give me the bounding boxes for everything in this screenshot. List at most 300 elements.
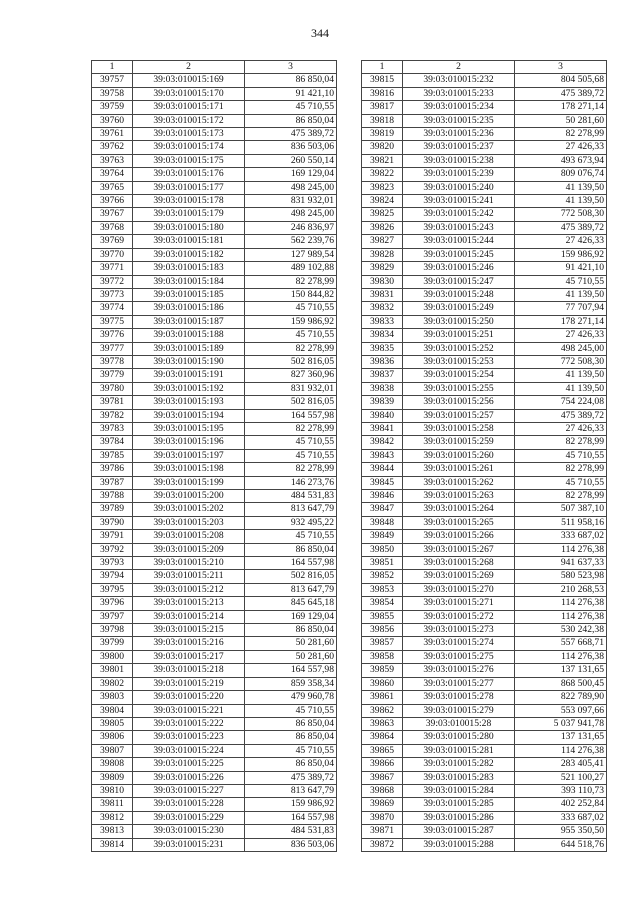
value-cell: 27 426,33 — [515, 422, 607, 435]
table-row — [92, 315, 337, 328]
cadastral-number-cell: 39:03:010015:189 — [133, 342, 245, 355]
table-row — [92, 329, 337, 342]
cadastral-number-cell: 39:03:010015:251 — [403, 329, 515, 342]
table-row — [362, 530, 607, 543]
value-cell: 27 426,33 — [515, 141, 607, 154]
row-number-cell: 39871 — [362, 825, 403, 838]
table-row — [92, 583, 337, 596]
row-number-cell: 39839 — [362, 396, 403, 409]
row-number-cell: 39808 — [92, 758, 133, 771]
cadastral-number-cell: 39:03:010015:194 — [133, 409, 245, 422]
table-header-row — [362, 61, 607, 74]
row-number-cell: 39788 — [92, 490, 133, 503]
table-row — [362, 503, 607, 516]
row-number-cell: 39848 — [362, 516, 403, 529]
value-cell: 50 281,60 — [515, 114, 607, 127]
table-row — [362, 731, 607, 744]
row-number-cell: 39766 — [92, 195, 133, 208]
value-cell: 511 958,16 — [515, 516, 607, 529]
table-row — [92, 825, 337, 838]
cadastral-number-cell: 39:03:010015:243 — [403, 221, 515, 234]
row-number-cell: 39826 — [362, 221, 403, 234]
cadastral-number-cell: 39:03:010015:203 — [133, 516, 245, 529]
table-row — [92, 262, 337, 275]
value-cell: 644 518,76 — [515, 838, 607, 851]
row-number-cell: 39831 — [362, 288, 403, 301]
cadastral-number-cell: 39:03:010015:209 — [133, 543, 245, 556]
value-cell: 86 850,04 — [245, 717, 337, 730]
cadastral-number-cell: 39:03:010015:202 — [133, 503, 245, 516]
cadastral-number-cell: 39:03:010015:248 — [403, 288, 515, 301]
value-cell: 5 037 941,78 — [515, 717, 607, 730]
value-cell: 580 523,98 — [515, 570, 607, 583]
value-cell: 159 986,92 — [515, 248, 607, 261]
cadastral-number-cell: 39:03:010015:192 — [133, 382, 245, 395]
cadastral-number-cell: 39:03:010015:174 — [133, 141, 245, 154]
cadastral-number-cell: 39:03:010015:284 — [403, 784, 515, 797]
row-number-cell: 39791 — [92, 530, 133, 543]
cadastral-number-cell: 39:03:010015:215 — [133, 624, 245, 637]
cadastral-number-cell: 39:03:010015:272 — [403, 610, 515, 623]
table-row — [92, 168, 337, 181]
table-row — [362, 758, 607, 771]
value-cell: 159 986,92 — [245, 315, 337, 328]
cadastral-number-cell: 39:03:010015:173 — [133, 128, 245, 141]
value-cell: 562 239,76 — [245, 235, 337, 248]
row-number-cell: 39797 — [92, 610, 133, 623]
table-row — [362, 195, 607, 208]
row-number-cell: 39770 — [92, 248, 133, 261]
row-number-cell: 39860 — [362, 677, 403, 690]
column-header-value: 3 — [245, 61, 337, 74]
row-number-cell: 39806 — [92, 731, 133, 744]
table-row — [92, 449, 337, 462]
row-number-cell: 39812 — [92, 811, 133, 824]
value-cell: 82 278,99 — [245, 342, 337, 355]
value-cell: 82 278,99 — [245, 275, 337, 288]
row-number-cell: 39801 — [92, 664, 133, 677]
cadastral-number-cell: 39:03:010015:250 — [403, 315, 515, 328]
row-number-cell: 39858 — [362, 650, 403, 663]
cadastral-number-cell: 39:03:010015:211 — [133, 570, 245, 583]
table-row — [92, 597, 337, 610]
value-cell: 45 710,55 — [245, 436, 337, 449]
row-number-cell: 39854 — [362, 597, 403, 610]
cadastral-number-cell: 39:03:010015:219 — [133, 677, 245, 690]
value-cell: 137 131,65 — [515, 731, 607, 744]
table-row — [362, 516, 607, 529]
value-cell: 169 129,04 — [245, 610, 337, 623]
value-cell: 114 276,38 — [515, 543, 607, 556]
row-number-cell: 39759 — [92, 101, 133, 114]
value-cell: 50 281,60 — [245, 637, 337, 650]
row-number-cell: 39855 — [362, 610, 403, 623]
row-number-cell: 39764 — [92, 168, 133, 181]
table-row — [92, 436, 337, 449]
cadastral-number-cell: 39:03:010015:221 — [133, 704, 245, 717]
value-cell: 484 531,83 — [245, 490, 337, 503]
cadastral-number-cell: 39:03:010015:276 — [403, 664, 515, 677]
table-row — [92, 704, 337, 717]
table-row — [92, 288, 337, 301]
value-cell: 941 637,33 — [515, 557, 607, 570]
value-cell: 114 276,38 — [515, 744, 607, 757]
value-cell: 27 426,33 — [515, 235, 607, 248]
row-number-cell: 39872 — [362, 838, 403, 851]
row-number-cell: 39836 — [362, 355, 403, 368]
table-row — [362, 811, 607, 824]
cadastral-number-cell: 39:03:010015:171 — [133, 101, 245, 114]
table-row — [92, 664, 337, 677]
cadastral-number-cell: 39:03:010015:179 — [133, 208, 245, 221]
table-header-row — [92, 61, 337, 74]
value-cell: 159 986,92 — [245, 798, 337, 811]
row-number-cell: 39757 — [92, 74, 133, 87]
row-number-cell: 39827 — [362, 235, 403, 248]
cadastral-number-cell: 39:03:010015:242 — [403, 208, 515, 221]
table-row — [362, 315, 607, 328]
row-number-cell: 39792 — [92, 543, 133, 556]
table-row — [362, 342, 607, 355]
row-number-cell: 39763 — [92, 154, 133, 167]
table-row — [362, 181, 607, 194]
cadastral-number-cell: 39:03:010015:185 — [133, 288, 245, 301]
cadastral-number-cell: 39:03:010015:216 — [133, 637, 245, 650]
table-row — [362, 637, 607, 650]
row-number-cell: 39761 — [92, 128, 133, 141]
row-number-cell: 39800 — [92, 650, 133, 663]
table-row — [92, 516, 337, 529]
value-cell: 502 816,05 — [245, 570, 337, 583]
value-cell: 27 426,33 — [515, 329, 607, 342]
row-number-cell: 39779 — [92, 369, 133, 382]
table-row — [92, 248, 337, 261]
register-table-left — [91, 60, 337, 852]
cadastral-number-cell: 39:03:010015:210 — [133, 557, 245, 570]
value-cell: 484 531,83 — [245, 825, 337, 838]
table-row — [362, 490, 607, 503]
table-row — [362, 449, 607, 462]
table-row — [92, 355, 337, 368]
cadastral-number-cell: 39:03:010015:235 — [403, 114, 515, 127]
cadastral-number-cell: 39:03:010015:220 — [133, 691, 245, 704]
table-row — [362, 744, 607, 757]
row-number-cell: 39821 — [362, 154, 403, 167]
value-cell: 114 276,38 — [515, 650, 607, 663]
cadastral-number-cell: 39:03:010015:283 — [403, 771, 515, 784]
table-row — [92, 463, 337, 476]
value-cell: 393 110,73 — [515, 784, 607, 797]
table-row — [92, 650, 337, 663]
value-cell: 91 421,10 — [515, 262, 607, 275]
table-row — [362, 610, 607, 623]
row-number-cell: 39814 — [92, 838, 133, 851]
table-row — [92, 74, 337, 87]
table-row — [92, 181, 337, 194]
cadastral-number-cell: 39:03:010015:269 — [403, 570, 515, 583]
cadastral-number-cell: 39:03:010015:257 — [403, 409, 515, 422]
cadastral-number-cell: 39:03:010015:282 — [403, 758, 515, 771]
cadastral-number-cell: 39:03:010015:258 — [403, 422, 515, 435]
table-row — [92, 382, 337, 395]
value-cell: 210 268,53 — [515, 583, 607, 596]
row-number-cell: 39838 — [362, 382, 403, 395]
row-number-cell: 39767 — [92, 208, 133, 221]
cadastral-number-cell: 39:03:010015:199 — [133, 476, 245, 489]
cadastral-number-cell: 39:03:010015:241 — [403, 195, 515, 208]
row-number-cell: 39762 — [92, 141, 133, 154]
table-row — [362, 691, 607, 704]
cadastral-number-cell: 39:03:010015:197 — [133, 449, 245, 462]
value-cell: 813 647,79 — [245, 503, 337, 516]
table-row — [362, 275, 607, 288]
cadastral-number-cell: 39:03:010015:217 — [133, 650, 245, 663]
value-cell: 521 100,27 — [515, 771, 607, 784]
table-row — [92, 154, 337, 167]
value-cell: 82 278,99 — [515, 128, 607, 141]
value-cell: 150 844,82 — [245, 288, 337, 301]
row-number-cell: 39795 — [92, 583, 133, 596]
table-row — [92, 490, 337, 503]
row-number-cell: 39803 — [92, 691, 133, 704]
cadastral-number-cell: 39:03:010015:268 — [403, 557, 515, 570]
cadastral-number-cell: 39:03:010015:266 — [403, 530, 515, 543]
value-cell: 827 360,96 — [245, 369, 337, 382]
row-number-cell: 39815 — [362, 74, 403, 87]
table-row — [92, 624, 337, 637]
table-row — [362, 128, 607, 141]
cadastral-number-cell: 39:03:010015:222 — [133, 717, 245, 730]
value-cell: 41 139,50 — [515, 195, 607, 208]
value-cell: 164 557,98 — [245, 811, 337, 824]
row-number-cell: 39775 — [92, 315, 133, 328]
value-cell: 45 710,55 — [245, 744, 337, 757]
row-number-cell: 39829 — [362, 262, 403, 275]
table-row — [362, 422, 607, 435]
table-row — [92, 771, 337, 784]
table-row — [362, 302, 607, 315]
cadastral-number-cell: 39:03:010015:28 — [403, 717, 515, 730]
table-row — [362, 476, 607, 489]
cadastral-number-cell: 39:03:010015:223 — [133, 731, 245, 744]
table-row — [92, 530, 337, 543]
value-cell: 146 273,76 — [245, 476, 337, 489]
value-cell: 475 389,72 — [515, 409, 607, 422]
table-row — [92, 784, 337, 797]
cadastral-number-cell: 39:03:010015:285 — [403, 798, 515, 811]
value-cell: 804 505,68 — [515, 74, 607, 87]
cadastral-number-cell: 39:03:010015:212 — [133, 583, 245, 596]
table-row — [92, 503, 337, 516]
value-cell: 164 557,98 — [245, 557, 337, 570]
table-row — [92, 141, 337, 154]
cadastral-number-cell: 39:03:010015:262 — [403, 476, 515, 489]
value-cell: 50 281,60 — [245, 650, 337, 663]
table-row — [362, 543, 607, 556]
row-number-cell: 39843 — [362, 449, 403, 462]
cadastral-number-cell: 39:03:010015:270 — [403, 583, 515, 596]
table-row — [362, 396, 607, 409]
value-cell: 845 645,18 — [245, 597, 337, 610]
cadastral-number-cell: 39:03:010015:254 — [403, 369, 515, 382]
cadastral-number-cell: 39:03:010015:228 — [133, 798, 245, 811]
value-cell: 41 139,50 — [515, 369, 607, 382]
table-row — [362, 624, 607, 637]
row-number-cell: 39863 — [362, 717, 403, 730]
cadastral-number-cell: 39:03:010015:208 — [133, 530, 245, 543]
row-number-cell: 39849 — [362, 530, 403, 543]
row-number-cell: 39777 — [92, 342, 133, 355]
row-number-cell: 39862 — [362, 704, 403, 717]
value-cell: 553 097,66 — [515, 704, 607, 717]
row-number-cell: 39820 — [362, 141, 403, 154]
column-header-cadastral-number: 2 — [403, 61, 515, 74]
row-number-cell: 39867 — [362, 771, 403, 784]
row-number-cell: 39781 — [92, 396, 133, 409]
value-cell: 754 224,08 — [515, 396, 607, 409]
value-cell: 82 278,99 — [245, 422, 337, 435]
table-row — [362, 557, 607, 570]
value-cell: 859 358,34 — [245, 677, 337, 690]
row-number-cell: 39790 — [92, 516, 133, 529]
table-row — [92, 758, 337, 771]
row-number-cell: 39833 — [362, 315, 403, 328]
row-number-cell: 39786 — [92, 463, 133, 476]
cadastral-number-cell: 39:03:010015:213 — [133, 597, 245, 610]
value-cell: 82 278,99 — [515, 490, 607, 503]
page-number: 344 — [311, 26, 329, 40]
value-cell: 475 389,72 — [515, 87, 607, 100]
value-cell: 955 350,50 — [515, 825, 607, 838]
row-number-cell: 39837 — [362, 369, 403, 382]
value-cell: 772 508,30 — [515, 355, 607, 368]
cadastral-number-cell: 39:03:010015:273 — [403, 624, 515, 637]
cadastral-number-cell: 39:03:010015:264 — [403, 503, 515, 516]
cadastral-number-cell: 39:03:010015:280 — [403, 731, 515, 744]
cadastral-number-cell: 39:03:010015:226 — [133, 771, 245, 784]
table-row — [92, 396, 337, 409]
value-cell: 45 710,55 — [245, 704, 337, 717]
cadastral-number-cell: 39:03:010015:183 — [133, 262, 245, 275]
row-number-cell: 39852 — [362, 570, 403, 583]
row-number-cell: 39870 — [362, 811, 403, 824]
table-row — [92, 717, 337, 730]
row-number-cell: 39817 — [362, 101, 403, 114]
register-table-left-body — [92, 74, 337, 852]
cadastral-number-cell: 39:03:010015:249 — [403, 302, 515, 315]
cadastral-number-cell: 39:03:010015:246 — [403, 262, 515, 275]
value-cell: 45 710,55 — [245, 449, 337, 462]
row-number-cell: 39846 — [362, 490, 403, 503]
cadastral-number-cell: 39:03:010015:196 — [133, 436, 245, 449]
value-cell: 475 389,72 — [515, 221, 607, 234]
row-number-cell: 39782 — [92, 409, 133, 422]
cadastral-number-cell: 39:03:010015:169 — [133, 74, 245, 87]
row-number-cell: 39794 — [92, 570, 133, 583]
column-header-number: 1 — [92, 61, 133, 74]
value-cell: 836 503,06 — [245, 141, 337, 154]
value-cell: 475 389,72 — [245, 128, 337, 141]
table-row — [362, 704, 607, 717]
value-cell: 831 932,01 — [245, 382, 337, 395]
row-number-cell: 39840 — [362, 409, 403, 422]
table-row — [92, 128, 337, 141]
value-cell: 86 850,04 — [245, 114, 337, 127]
table-row — [362, 154, 607, 167]
cadastral-number-cell: 39:03:010015:287 — [403, 825, 515, 838]
row-number-cell: 39765 — [92, 181, 133, 194]
table-row — [362, 101, 607, 114]
table-row — [92, 409, 337, 422]
row-number-cell: 39784 — [92, 436, 133, 449]
value-cell: 178 271,14 — [515, 101, 607, 114]
table-row — [362, 221, 607, 234]
value-cell: 822 789,90 — [515, 691, 607, 704]
table-row — [92, 570, 337, 583]
table-row — [92, 208, 337, 221]
row-number-cell: 39813 — [92, 825, 133, 838]
table-row — [362, 583, 607, 596]
register-table-right — [361, 60, 607, 852]
cadastral-number-cell: 39:03:010015:181 — [133, 235, 245, 248]
row-number-cell: 39825 — [362, 208, 403, 221]
cadastral-number-cell: 39:03:010015:172 — [133, 114, 245, 127]
value-cell: 333 687,02 — [515, 811, 607, 824]
table-row — [362, 784, 607, 797]
table-row — [362, 717, 607, 730]
cadastral-number-cell: 39:03:010015:218 — [133, 664, 245, 677]
row-number-cell: 39853 — [362, 583, 403, 596]
value-cell: 86 850,04 — [245, 758, 337, 771]
table-row — [92, 744, 337, 757]
table-row — [92, 195, 337, 208]
cadastral-number-cell: 39:03:010015:278 — [403, 691, 515, 704]
table-row — [362, 825, 607, 838]
row-number-cell: 39785 — [92, 449, 133, 462]
row-number-cell: 39780 — [92, 382, 133, 395]
value-cell: 507 387,10 — [515, 503, 607, 516]
row-number-cell: 39772 — [92, 275, 133, 288]
value-cell: 86 850,04 — [245, 731, 337, 744]
cadastral-number-cell: 39:03:010015:175 — [133, 154, 245, 167]
value-cell: 45 710,55 — [245, 302, 337, 315]
value-cell: 77 707,94 — [515, 302, 607, 315]
table-row — [362, 141, 607, 154]
row-number-cell: 39869 — [362, 798, 403, 811]
cadastral-number-cell: 39:03:010015:170 — [133, 87, 245, 100]
row-number-cell: 39864 — [362, 731, 403, 744]
row-number-cell: 39758 — [92, 87, 133, 100]
table-row — [362, 329, 607, 342]
value-cell: 772 508,30 — [515, 208, 607, 221]
cadastral-number-cell: 39:03:010015:288 — [403, 838, 515, 851]
table-row — [362, 463, 607, 476]
cadastral-number-cell: 39:03:010015:240 — [403, 181, 515, 194]
row-number-cell: 39804 — [92, 704, 133, 717]
row-number-cell: 39771 — [92, 262, 133, 275]
row-number-cell: 39811 — [92, 798, 133, 811]
cadastral-number-cell: 39:03:010015:177 — [133, 181, 245, 194]
value-cell: 45 710,55 — [515, 449, 607, 462]
column-header-number: 1 — [362, 61, 403, 74]
register-table-right-body — [362, 74, 607, 852]
table-row — [362, 677, 607, 690]
table-row — [92, 422, 337, 435]
cadastral-number-cell: 39:03:010015:281 — [403, 744, 515, 757]
table-row — [362, 664, 607, 677]
cadastral-number-cell: 39:03:010015:195 — [133, 422, 245, 435]
value-cell: 169 129,04 — [245, 168, 337, 181]
